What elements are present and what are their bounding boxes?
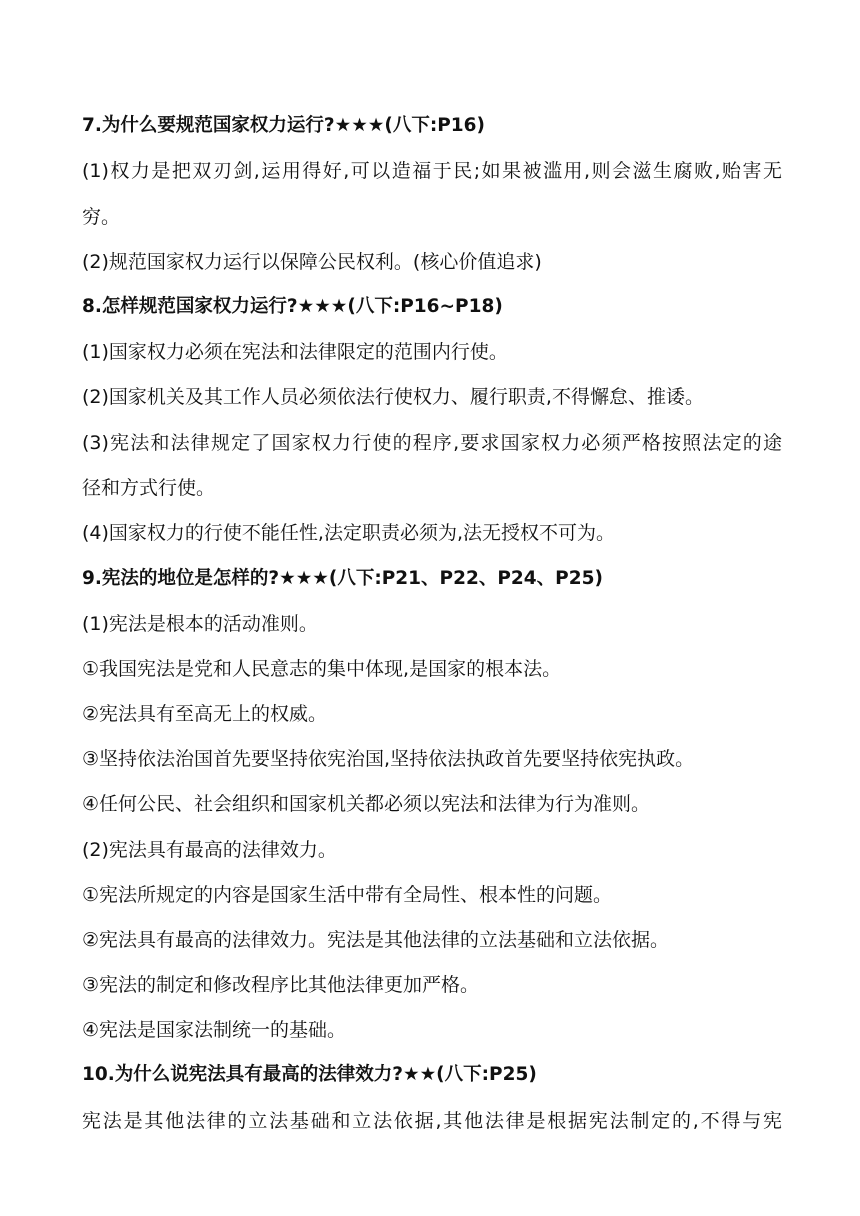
line-05: 8.怎样规范国家权力运行?★★★(八下:P16~P18) <box>82 296 503 317</box>
line-16: ④任何公民、社会组织和国家机关都必须以宪法和法律为行为准则。 <box>82 793 651 815</box>
line-15: ③坚持依法治国首先要坚持依宪治国,坚持依法执政首先要坚持依宪执政。 <box>82 748 695 770</box>
line-13: ①我国宪法是党和人民意志的集中体现,是国家的根本法。 <box>82 658 562 680</box>
line-08: (3)宪法和法律规定了国家权力行使的程序,要求国家权力必须严格按照法定的途 <box>82 432 782 454</box>
line-20: ③宪法的制定和修改程序比其他法律更加严格。 <box>82 974 480 996</box>
line-18: ①宪法所规定的内容是国家生活中带有全局性、根本性的问题。 <box>82 884 613 906</box>
line-21: ④宪法是国家法制统一的基础。 <box>82 1019 347 1041</box>
line-10: (4)国家权力的行使不能任性,法定职责必须为,法无授权不可为。 <box>82 522 615 544</box>
line-04: (2)规范国家权力运行以保障公民权利。(核心价值追求) <box>82 251 542 273</box>
line-12: (1)宪法是根本的活动准则。 <box>82 613 318 635</box>
line-01: 7.为什么要规范国家权力运行?★★★(八下:P16) <box>82 115 485 136</box>
line-06: (1)国家权力必须在宪法和法律限定的范围内行使。 <box>82 341 508 363</box>
line-11: 9.宪法的地位是怎样的?★★★(八下:P21、P22、P24、P25) <box>82 568 603 589</box>
line-22: 10.为什么说宪法具有最高的法律效力?★★(八下:P25) <box>82 1064 537 1085</box>
line-02: (1)权力是把双刃剑,运用得好,可以造福于民;如果被滥用,则会滋生腐败,贻害无 <box>82 160 782 182</box>
line-19: ②宪法具有最高的法律效力。宪法是其他法律的立法基础和立法依据。 <box>82 929 670 951</box>
line-17: (2)宪法具有最高的法律效力。 <box>82 839 337 861</box>
line-07: (2)国家机关及其工作人员必须依法行使权力、履行职责,不得懈怠、推诿。 <box>82 386 704 408</box>
line-09: 径和方式行使。 <box>82 477 216 499</box>
line-03: 穷。 <box>82 206 121 228</box>
line-14: ②宪法具有至高无上的权威。 <box>82 703 328 725</box>
line-23: 宪法是其他法律的立法基础和立法依据,其他法律是根据宪法制定的,不得与宪 <box>82 1110 782 1132</box>
